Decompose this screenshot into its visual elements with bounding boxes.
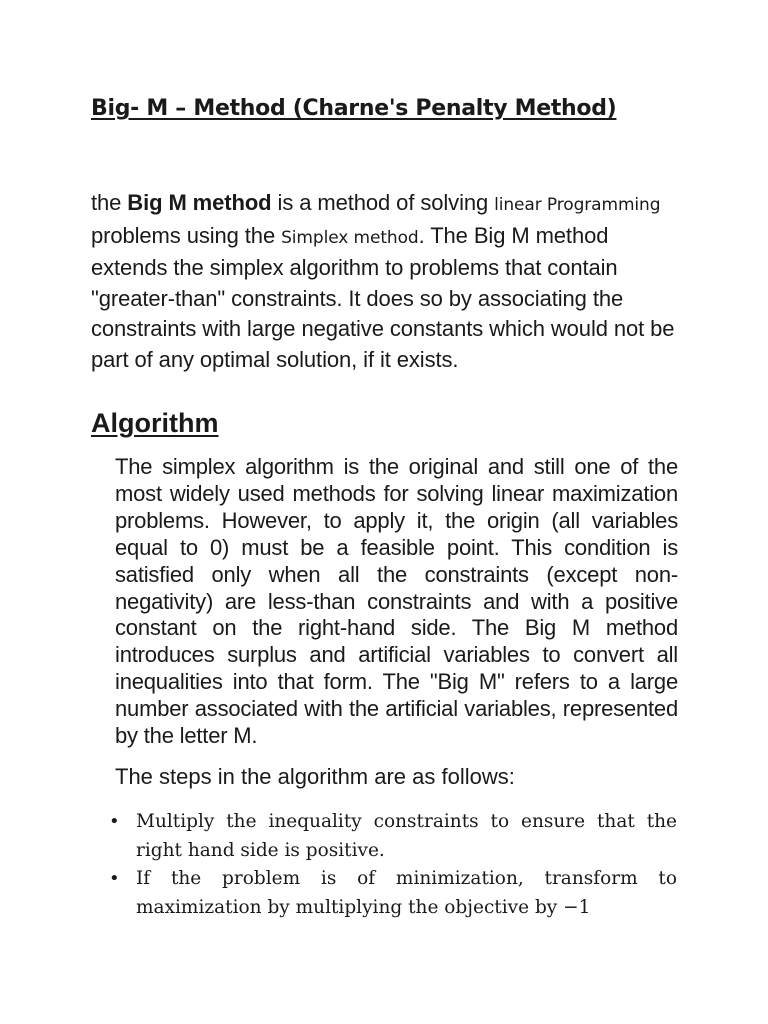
intro-text-2: is a method of solving bbox=[271, 190, 495, 215]
steps-intro: The steps in the algorithm are as follows: bbox=[115, 764, 515, 789]
bullet-icon: • bbox=[109, 811, 120, 832]
bullet-icon: • bbox=[109, 868, 120, 889]
document-title: Big- M – Method (Charne's Penalty Method) bbox=[91, 96, 617, 121]
step-text: Multiply the inequality constraints to ensure that the right hand side is positive. bbox=[136, 811, 677, 861]
intro-text-1: the bbox=[91, 190, 128, 215]
step-text: If the problem is of minimization, transform to maximization by multiplying the objective by −1 bbox=[136, 868, 677, 918]
list-item bbox=[105, 808, 677, 865]
intro-term-simplex-method: Simplex method bbox=[281, 227, 419, 248]
intro-bold-term: Big M method bbox=[127, 190, 272, 215]
algorithm-heading: Algorithm bbox=[91, 408, 219, 438]
algorithm-paragraph: The simplex algorithm is the original and still one of the most widely used methods for solving linear maximization problems. However, to apply it, the origin (all variables equal to 0) must be a feasible point. This condition is satisfied only when all the constraints (except non-negativity) are less-than constraints and with a positive constant on the right-hand side. The Big M method introduces surplus and artificial variables to convert all inequalities into that form. The "Big M" refers to a large number associated with the artificial variables, represented by the letter M. bbox=[115, 454, 678, 749]
list-item bbox=[105, 865, 677, 922]
steps-list bbox=[105, 808, 677, 922]
intro-term-linear-programming: linear Programming bbox=[494, 195, 661, 215]
intro-paragraph bbox=[91, 188, 681, 375]
intro-text-3: problems using the bbox=[91, 222, 282, 248]
intro-text-4: . The Big M method extends the simplex algorithm to problems that contain "greater-than" constraints. It does so by associating the constraints with large negative constants which would not be part of any optimal solution, if it exists. bbox=[91, 222, 675, 372]
